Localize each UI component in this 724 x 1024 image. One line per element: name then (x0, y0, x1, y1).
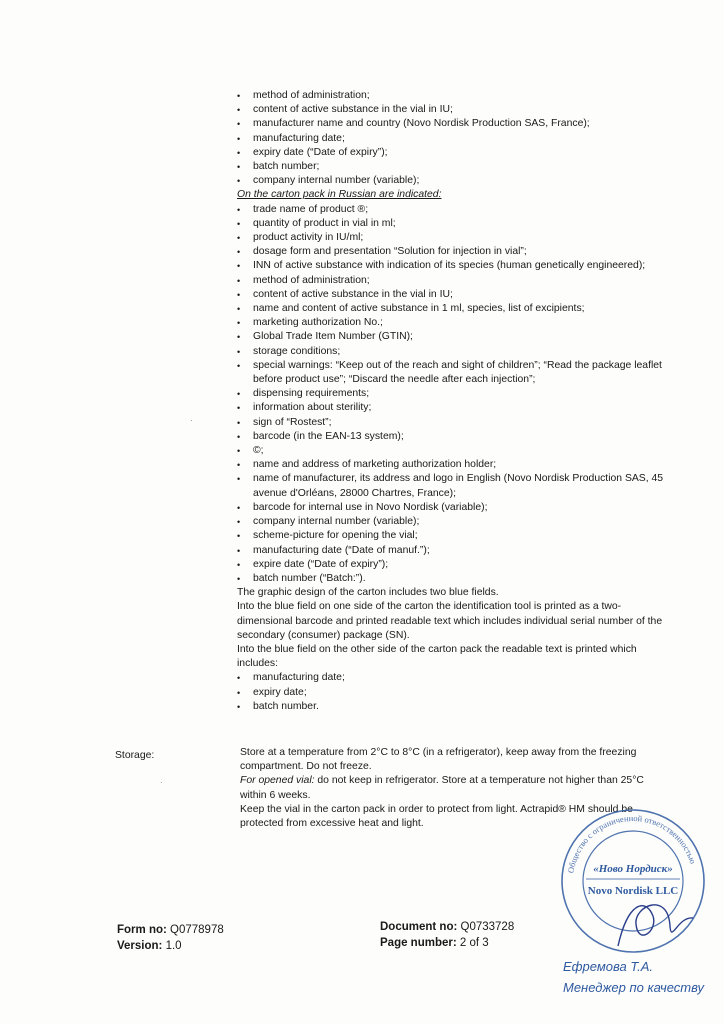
page-number (380, 935, 514, 951)
carton-list-item: • special warnings: “Keep out of the reach and sight of children”; “Read the package leaflet before product use”; “Discard the needle after each injection”; (237, 359, 667, 387)
carton-list-item: • expire date (“Date of expiry”); (237, 558, 667, 572)
label-content (237, 89, 667, 714)
signer-name: Ефремова Т.А. (563, 959, 654, 974)
vial-list-item: • expiry date (“Date of expiry”); (237, 146, 667, 160)
blue-field-list-item: • manufacturing date; (237, 671, 667, 685)
signer-block (563, 956, 704, 998)
storage-line-1: Store at a temperature from 2°C to 8°C (in a refrigerator), keep away from the freezing compartment. Do not freeze. (240, 747, 637, 773)
carton-list-item: • name of manufacturer, its address and logo in English (Novo Nordisk Production SAS, 45 avenue d'Orléans, 28000 Chartres, France); (237, 472, 667, 500)
opened-vial-text: do not keep in refrigerator. Store at a temperature not higher than 25°C within 6 weeks. (240, 775, 644, 801)
seal-inner-bottom: Novo Nordisk LLC (587, 885, 679, 897)
storage-label: Storage: (115, 750, 155, 761)
carton-list-item: • scheme-picture for opening the vial; (237, 529, 667, 543)
carton-list-item: • company internal number (variable); (237, 515, 667, 529)
blue-field-list-item: • expiry date; (237, 686, 667, 700)
document-label: Document no: (380, 921, 458, 933)
carton-list-item: • content of active substance in the vial in IU; (237, 288, 667, 302)
vial-label-list (237, 89, 667, 188)
carton-list-item: • INN of active substance with indication of its species (human genetically engineered); (237, 259, 667, 273)
carton-list-item: • name and address of marketing authorization holder; (237, 458, 667, 472)
vial-list-item: • content of active substance in the vial in IU; (237, 103, 667, 117)
blue-field-list-item: • batch number. (237, 700, 667, 714)
carton-list-item: • ©; (237, 444, 667, 458)
graphic-design-paragraph: The graphic design of the carton includes two blue fields. (237, 587, 499, 599)
seal-ring-text: Общество с ограниченной ответственностью (565, 812, 699, 874)
blue-field-one-paragraph: Into the blue field on one side of the carton the identification tool is printed as a two-dimensional barcode and printed readable text which includes individual serial number of the secondary (consumer) package (SN). (237, 601, 663, 641)
carton-list-item: • method of administration; (237, 274, 667, 288)
signer-title: Менеджер по качеству (563, 980, 704, 995)
vial-list-item: • batch number; (237, 160, 667, 174)
seal-inner-top: «Ново Нордиск» (593, 863, 673, 875)
carton-list-item: • trade name of product ®; (237, 203, 667, 217)
carton-list-item: • barcode (in the EAN-13 system); (237, 430, 667, 444)
carton-list-item: • quantity of product in vial in ml; (237, 217, 667, 231)
carton-heading: On the carton pack in Russian are indicated: (237, 189, 442, 201)
carton-list-item: • batch number (“Batch:”). (237, 572, 667, 586)
scan-speck-icon: · (160, 778, 163, 787)
version-label: Version: (117, 940, 163, 952)
document-value: Q0733728 (457, 921, 515, 933)
footer-mid (380, 919, 514, 951)
carton-list-item: • storage conditions; (237, 345, 667, 359)
company-seal-icon (558, 806, 708, 956)
opened-vial-label: For opened vial: (240, 775, 315, 787)
vial-list-item: • manufacturer name and country (Novo Nordisk Production SAS, France); (237, 117, 667, 131)
storage-line-3: Keep the vial in the carton pack in order to protect from light. Actrapid® HM should be protected from excessive heat and light. (240, 803, 633, 830)
carton-list-item: • dosage form and presentation “Solution for injection in vial”; (237, 245, 667, 259)
form-label: Form no: (117, 924, 167, 936)
form-number (117, 922, 224, 938)
page-value: 2 of 3 (456, 937, 489, 949)
carton-list-item: • product activity in IU/ml; (237, 231, 667, 245)
carton-list-item: • name and content of active substance in 1 ml, species, list of excipients; (237, 302, 667, 316)
vial-list-item: • company internal number (variable); (237, 174, 667, 188)
carton-list-item: • sign of “Rostest”; (237, 416, 667, 430)
document-number (380, 919, 514, 935)
footer-left (117, 922, 224, 954)
scan-speck-icon: · (190, 416, 193, 425)
blue-field-list (237, 671, 667, 714)
carton-list-item: • Global Trade Item Number (GTIN); (237, 330, 667, 344)
page-label: Page number: (380, 937, 457, 949)
carton-list-item: • dispensing requirements; (237, 387, 667, 401)
storage-line-2 (240, 774, 665, 802)
vial-list-item: • method of administration; (237, 89, 667, 103)
carton-list (237, 203, 667, 586)
carton-list-item: • manufacturing date (“Date of manuf.”); (237, 544, 667, 558)
carton-list-item: • marketing authorization No.; (237, 316, 667, 330)
version-value: 1.0 (162, 940, 182, 952)
form-value: Q0778978 (166, 924, 224, 936)
blue-field-other-paragraph: Into the blue field on the other side of the carton pack the readable text is printed which includes: (237, 643, 637, 670)
carton-list-item: • barcode for internal use in Novo Nordisk (variable); (237, 501, 667, 515)
carton-list-item: • information about sterility; (237, 401, 667, 415)
version (117, 938, 224, 954)
vial-list-item: • manufacturing date; (237, 132, 667, 146)
